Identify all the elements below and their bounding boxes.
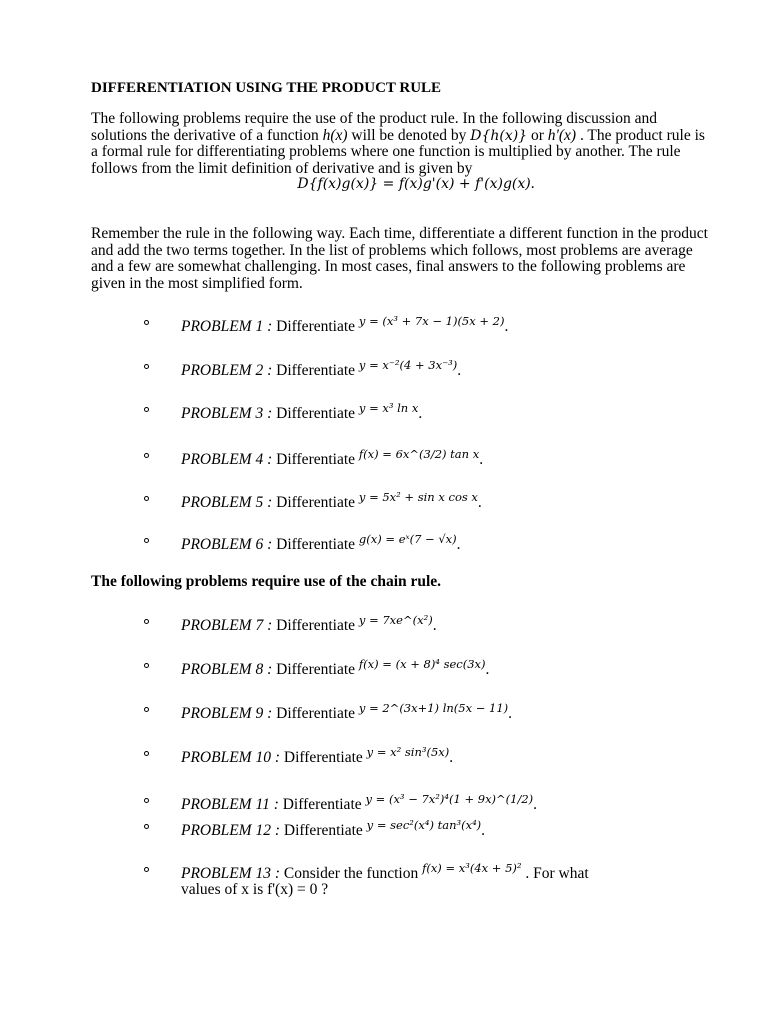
differentiate-text: Differentiate — [276, 661, 356, 678]
bullet-icon — [144, 538, 149, 543]
problem-item: PROBLEM 10 : Differentiate y = x² sin³(5x). — [150, 744, 453, 766]
problem-equation: f(x) = (x + 8)⁴ sec(3x) — [358, 657, 486, 671]
problem-equation: y = 7xe^(x²) — [358, 613, 433, 627]
problem-item: PROBLEM 7 : Differentiate y = 7xe^(x²). — [150, 612, 437, 634]
problem-equation: y = 2^(3x+1) ln(5x − 11) — [358, 701, 509, 715]
problem-equation: y = 5x² + sin x cos x — [358, 490, 478, 504]
problem-label: PROBLEM 6 : — [181, 536, 273, 553]
bullet-icon — [144, 751, 149, 756]
problem-label: PROBLEM 5 : — [181, 494, 273, 511]
bullet-icon — [144, 496, 149, 501]
differentiate-text: Differentiate — [282, 796, 362, 813]
differentiate-text: Differentiate — [276, 536, 356, 553]
problem-label: PROBLEM 9 : — [181, 705, 273, 722]
bullet-icon — [144, 619, 149, 624]
intro-paragraph: The following problems require the use of the product rule. In the following discussion and solutions the derivative of a function h(x) will be denoted by D{h(x)} or h'(x) . The product rule is a formal rule for differentiating problems where one function is multiplied by another. The rule follows from the limit definition of derivative and is given by D{f(x)g(x)} = f(x)g'(x) + f'(x)g(x). — [91, 110, 705, 192]
explanation-paragraph: Remember the rule in the following way. Each time, differentiate a different function in the product and add the two terms together. In the list of problems which follows, most problems are average and a few are somewhat challenging. In most cases, final answers to the following problems are given in the most simplified form. — [91, 225, 708, 292]
problem-label: PROBLEM 3 : — [181, 405, 273, 422]
intro-text-1: The following problems require the use of the product rule. In the following discussion and solutions the derivative of a function — [91, 110, 658, 144]
differentiate-text: Differentiate — [276, 617, 356, 634]
problem-item: PROBLEM 2 : Differentiate y = x⁻²(4 + 3x⁻³). — [150, 357, 461, 379]
differentiate-text: Differentiate — [276, 318, 356, 335]
problem-item: PROBLEM 1 : Differentiate y = (x³ + 7x − 1)(5x + 2). — [150, 313, 508, 335]
problem-label: PROBLEM 4 : — [181, 451, 273, 468]
problem-label: PROBLEM 10 : — [181, 749, 281, 766]
problem-equation: f(x) = x³(4x + 5)² — [422, 861, 522, 875]
problem-equation: y = sec²(x⁴) tan³(x⁴) — [366, 818, 482, 832]
problem-equation: y = x⁻²(4 + 3x⁻³) — [358, 358, 458, 372]
differentiate-text: Differentiate — [276, 405, 356, 422]
problem-tail-2: values of x is f'(x) = 0 ? — [181, 881, 329, 898]
intro-text-2: will be denoted by — [347, 126, 471, 144]
problem-label: PROBLEM 1 : — [181, 318, 273, 335]
problem-equation: y = (x³ − 7x²)⁴(1 + 9x)^(1/2) — [365, 792, 534, 806]
page-title: DIFFERENTIATION USING THE PRODUCT RULE — [91, 80, 442, 96]
problem-item: PROBLEM 9 : Differentiate y = 2^(3x+1) ln(5x − 11). — [150, 700, 512, 722]
intro-text-4: . The product rule is a formal rule for differentiating problems where one function is multiplied by another. The rule follows from the limit definition of derivative and is given by — [91, 126, 705, 177]
bullet-icon — [144, 867, 149, 872]
bullet-icon — [144, 320, 149, 325]
problem-tail: . For what — [525, 865, 589, 882]
problem-equation: y = x² sin³(5x) — [366, 745, 450, 759]
problem-equation: y = x³ ln x — [358, 401, 419, 415]
intro-hx: h(x) — [322, 126, 348, 144]
bullet-icon — [144, 364, 149, 369]
problem-item: PROBLEM 8 : Differentiate f(x) = (x + 8)⁴ sec(3x). — [150, 656, 489, 678]
product-rule-formula: D{f(x)g(x)} = f(x)g'(x) + f'(x)g(x) — [297, 176, 531, 192]
problem-item: PROBLEM 12 : Differentiate y = sec²(x⁴) tan³(x⁴). — [150, 817, 485, 839]
intro-text-3: or — [527, 126, 548, 144]
bullet-icon — [144, 663, 149, 668]
problem-item: PROBLEM 5 : Differentiate y = 5x² + sin x cos x. — [150, 489, 482, 511]
derivative-notation: D{h(x)} — [470, 127, 528, 144]
bullet-icon — [144, 407, 149, 412]
problem-label: PROBLEM 13 : — [181, 865, 281, 882]
problem-label: PROBLEM 2 : — [181, 362, 273, 379]
differentiate-text: Differentiate — [283, 749, 363, 766]
differentiate-text: Differentiate — [283, 822, 363, 839]
problem-item: PROBLEM 11 : Differentiate y = (x³ − 7x²)⁴(1 + 9x)^(1/2). — [150, 791, 537, 813]
bullet-icon — [144, 453, 149, 458]
chain-rule-heading: The following problems require use of the chain rule. — [91, 573, 442, 590]
problem-equation: g(x) = eˣ(7 − √x) — [358, 532, 457, 546]
problem-label: PROBLEM 11 : — [181, 796, 279, 813]
differentiate-text: Differentiate — [276, 362, 356, 379]
problem-item — [150, 860, 589, 898]
problem-label: PROBLEM 8 : — [181, 661, 273, 678]
problem-label: PROBLEM 12 : — [181, 822, 281, 839]
differentiate-text: Differentiate — [276, 451, 356, 468]
intro-hprime: h'(x) — [547, 126, 577, 144]
problem-equation: y = (x³ + 7x − 1)(5x + 2) — [358, 314, 505, 328]
problem-text: Consider the function — [283, 865, 419, 882]
problem-equation: f(x) = 6x^(3/2) tan x — [358, 447, 480, 461]
bullet-icon — [144, 824, 149, 829]
problem-item: PROBLEM 6 : Differentiate g(x) = eˣ(7 − √x). — [150, 531, 461, 553]
bullet-icon — [144, 798, 149, 803]
bullet-icon — [144, 707, 149, 712]
differentiate-text: Differentiate — [276, 705, 356, 722]
differentiate-text: Differentiate — [276, 494, 356, 511]
problem-item: PROBLEM 4 : Differentiate f(x) = 6x^(3/2) tan x. — [150, 446, 483, 468]
problem-item: PROBLEM 3 : Differentiate y = x³ ln x. — [150, 400, 422, 422]
problem-label: PROBLEM 7 : — [181, 617, 273, 634]
